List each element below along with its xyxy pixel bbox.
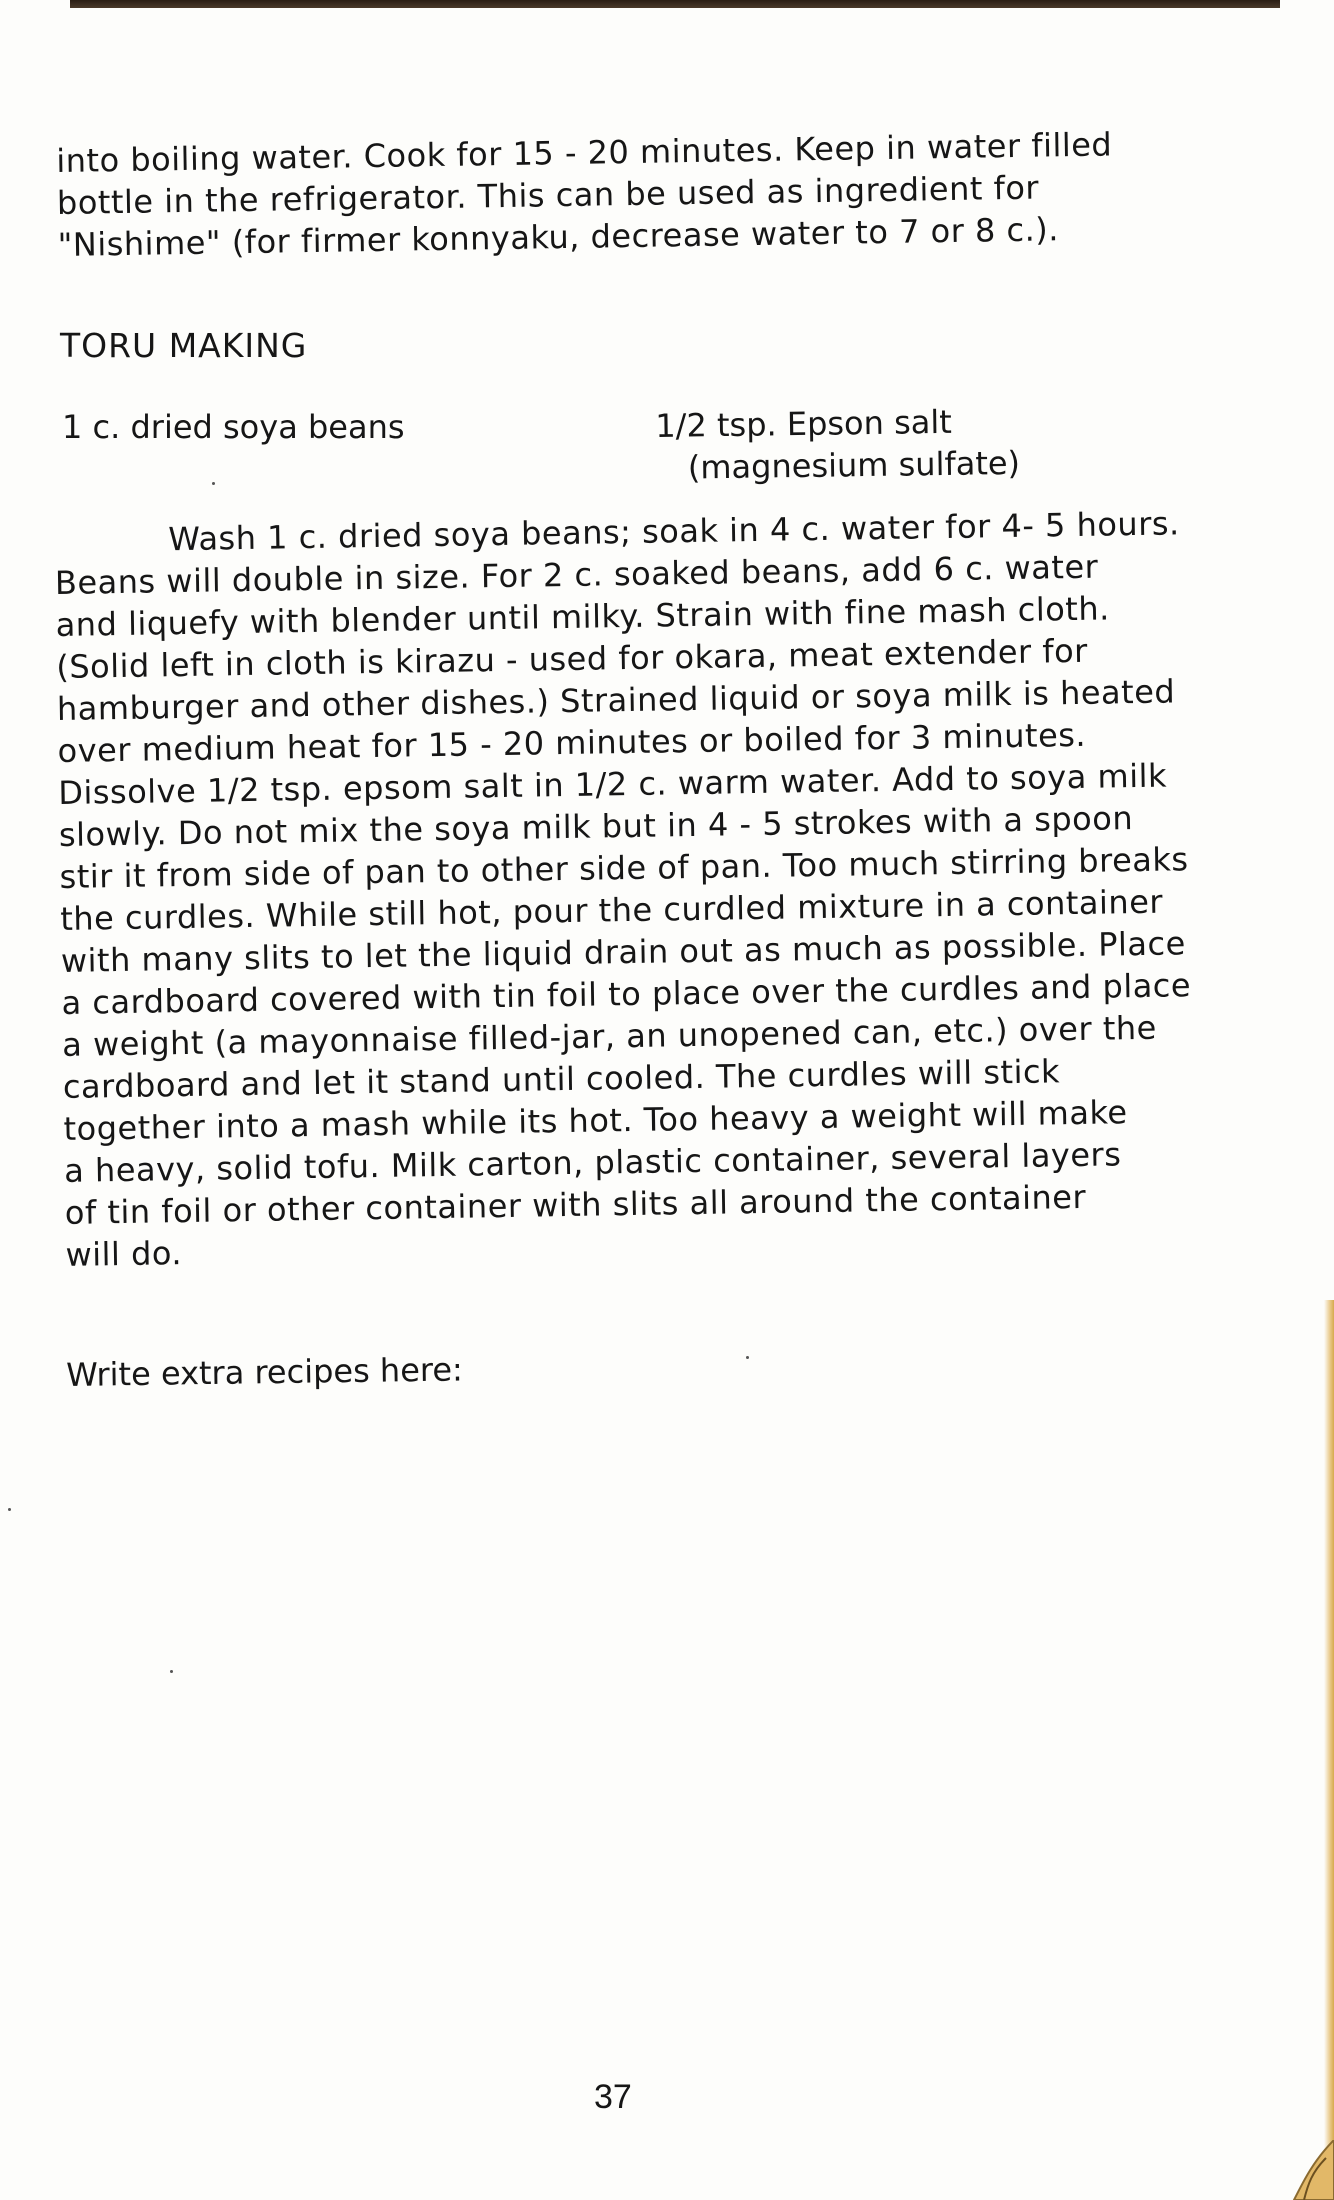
paper-speck — [212, 482, 215, 485]
extra-recipes-label: Write extra recipes here: — [66, 1350, 464, 1394]
method-line: Wash 1 c. dried soya beans; soak in 4 c. water for 4- 5 hours. — [168, 504, 1180, 559]
ingredient-epson-salt — [655, 400, 1020, 489]
paper-speck — [8, 1508, 11, 1511]
method-line: Beans will double in size. For 2 c. soaked beans, add 6 c. water — [54, 547, 1099, 602]
method-line: with many slits to let the liquid drain out as much as possible. Place — [60, 924, 1187, 980]
method-line: Dissolve 1/2 tsp. epsom salt in 1/2 c. warm water. Add to soya milk — [57, 756, 1168, 812]
method-line: will do. — [65, 1234, 183, 1274]
ingredient-epson-salt-label: 1/2 tsp. Epson salt — [655, 402, 953, 445]
method-line: cardboard and let it stand until cooled. The curdles will stick — [62, 1052, 1061, 1106]
page-corner-curl — [1264, 2140, 1334, 2200]
method-line: a weight (a mayonnaise filled-jar, an unopened can, etc.) over the — [61, 1008, 1158, 1064]
method-line: of tin foil or other container with slits all around the container — [64, 1177, 1087, 1232]
ingredient-epson-salt-note: (magnesium sulfate) — [687, 443, 1021, 487]
intro-line: bottle in the refrigerator. This can be used as ingredient for — [56, 168, 1040, 222]
section-heading: TORU MAKING — [60, 326, 308, 365]
top-page-edge — [70, 0, 1280, 8]
intro-line: into boiling water. Cook for 15 - 20 minutes. Keep in water filled — [56, 125, 1113, 180]
method-line: stir it from side of pan to other side of pan. Too much stirring breaks — [59, 840, 1189, 896]
method-line: the curdles. While still hot, pour the curdled mixture in a container — [59, 882, 1164, 938]
method-line: hamburger and other dishes.) Strained liquid or soya milk is heated — [56, 672, 1176, 728]
intro-line: "Nishime" (for firmer konnyaku, decrease water to 7 or 8 c.). — [57, 210, 1060, 264]
method-line: a heavy, solid tofu. Milk carton, plastic container, several layers — [63, 1135, 1122, 1190]
ingredient-soya-beans: 1 c. dried soya beans — [62, 408, 405, 446]
paper-speck — [170, 1670, 173, 1673]
method-line: a cardboard covered with tin foil to place over the curdles and place — [61, 966, 1192, 1022]
method-paragraph — [54, 501, 1266, 1276]
right-page-edge — [1324, 1300, 1334, 2180]
method-line: and liquefy with blender until milky. Strain with fine mash cloth. — [55, 589, 1111, 644]
intro-paragraph — [56, 121, 1258, 266]
method-line: together into a mash while its hot. Too heavy a weight will make — [63, 1093, 1128, 1148]
method-line: (Solid left in cloth is kirazu - used for okara, meat extender for — [56, 631, 1089, 686]
method-line: slowly. Do not mix the soya milk but in 4 - 5 strokes with a spoon — [58, 799, 1134, 854]
paper-speck — [746, 1356, 749, 1359]
method-line: over medium heat for 15 - 20 minutes or boiled for 3 minutes. — [57, 715, 1087, 770]
page-number: 37 — [594, 2078, 632, 2116]
